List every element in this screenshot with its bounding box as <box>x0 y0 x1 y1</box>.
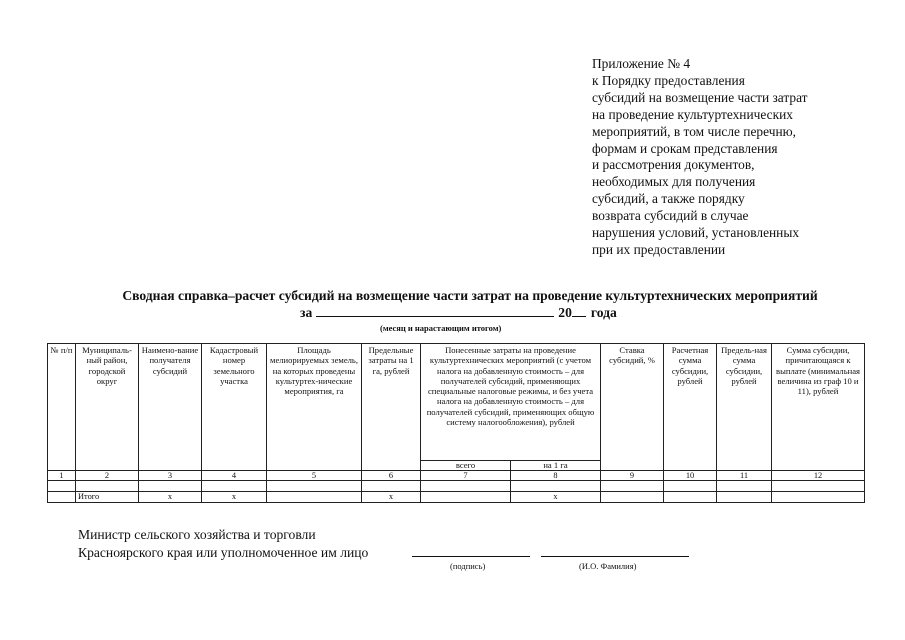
total-cell-per-ha: х <box>511 492 601 503</box>
name-line <box>541 556 689 557</box>
header-recipient: Наимено-вание получателя субсидий <box>139 344 202 471</box>
signature-block <box>78 526 368 562</box>
column-number: 11 <box>717 471 772 481</box>
table-cell <box>601 492 664 503</box>
header-calculated: Расчетная сумма субсидии, рублей <box>664 344 717 471</box>
column-number: 8 <box>511 471 601 481</box>
total-cell-cadastral: х <box>202 492 267 503</box>
table-cell <box>664 481 717 492</box>
period-line <box>300 305 617 321</box>
table-cell <box>139 481 202 492</box>
table-cell <box>76 481 139 492</box>
appendix-line: мероприятий, в том числе перечню, <box>592 123 796 139</box>
table-cell <box>717 492 772 503</box>
total-cell-recipient: х <box>139 492 202 503</box>
column-number: 9 <box>601 471 664 481</box>
appendix-line: к Порядку предоставления <box>592 72 745 88</box>
appendix-line: субсидий, а также порядку <box>592 191 745 207</box>
appendix-line: Приложение № 4 <box>592 56 691 71</box>
table-cell <box>202 481 267 492</box>
empty-data-row <box>48 481 865 492</box>
header-cadastral: Кадастровый номер земельного участка <box>202 344 267 471</box>
column-number: 7 <box>421 471 511 481</box>
period-month-blank <box>316 306 554 317</box>
appendix-line: формам и срокам представления <box>592 140 778 156</box>
table-cell <box>48 481 76 492</box>
table-cell <box>601 481 664 492</box>
year-suffix: года <box>590 305 617 320</box>
header-num: № п/п <box>48 344 76 471</box>
appendix-line: необходимых для получения <box>592 174 756 190</box>
column-number: 5 <box>267 471 362 481</box>
month-hint: (месяц и нарастающим итогом) <box>380 323 502 333</box>
year-prefix: 20 <box>558 305 572 320</box>
total-row <box>48 492 865 503</box>
header-area: Площадь мелиорируемых земель, на которых проведены культуртех-нические мероприятия, га <box>267 344 362 471</box>
table-cell <box>362 481 421 492</box>
header-rate: Ставка субсидий, % <box>601 344 664 471</box>
table-cell <box>421 492 511 503</box>
table-cell <box>772 492 865 503</box>
appendix-line: и рассмотрения документов, <box>592 157 755 173</box>
year-blank <box>572 306 586 317</box>
column-number: 2 <box>76 471 139 481</box>
appendix-line: при их предоставлении <box>592 241 726 257</box>
header-row <box>48 344 865 461</box>
header-total: всего <box>421 460 511 470</box>
column-number: 6 <box>362 471 421 481</box>
appendix-line: нарушения условий, установленных <box>592 225 800 241</box>
header-payable: Сумма субсидии, причитающаяся к выплате (минимальная величина из граф 10 и 11), рублей <box>772 344 865 471</box>
table-cell <box>772 481 865 492</box>
column-number: 12 <box>772 471 865 481</box>
appendix-line: на проведение культуртехнических <box>592 106 793 122</box>
column-number: 10 <box>664 471 717 481</box>
table-cell <box>421 481 511 492</box>
header-limit-cost: Предельные затраты на 1 га, рублей <box>362 344 421 471</box>
header-district: Муниципаль-ный район, городской округ <box>76 344 139 471</box>
table-cell <box>511 481 601 492</box>
table-cell <box>664 492 717 503</box>
name-hint: (И.О. Фамилия) <box>579 561 637 571</box>
header-incurred-costs: Понесенные затраты на проведение культуртехнических мероприятий (с учетом налога на добавленную стоимость – для получателей субсидий, применяющих специальные налоговые режимы, и без учета налога на добавленную стоимость – для получателей субсидий, применяющих общую систему налогообложения), рублей <box>421 344 601 461</box>
table-cell <box>267 481 362 492</box>
appendix-line: субсидий на возмещение части затрат <box>592 89 808 105</box>
table-cell <box>717 481 772 492</box>
column-number: 4 <box>202 471 267 481</box>
header-per-ha: на 1 га <box>511 460 601 470</box>
subsidy-table <box>47 343 865 503</box>
total-label: Итого <box>76 492 139 503</box>
document-title: Сводная справка–расчет субсидий на возмещение части затрат на проведение культуртехнических мероприятий <box>122 288 818 303</box>
period-prefix: за <box>300 305 313 320</box>
column-numbers-row <box>48 471 865 481</box>
table-cell <box>267 492 362 503</box>
column-number: 1 <box>48 471 76 481</box>
signatory-title-line1: Министр сельского хозяйства и торговли <box>78 527 316 542</box>
appendix-line: возврата субсидий в случае <box>592 208 749 224</box>
appendix-block <box>592 56 882 259</box>
column-number: 3 <box>139 471 202 481</box>
header-limit-sum: Предель-ная сумма субсидии, рублей <box>717 344 772 471</box>
total-cell-limit-cost: х <box>362 492 421 503</box>
table-cell <box>48 492 76 503</box>
signature-hint: (подпись) <box>450 561 486 571</box>
signature-line <box>412 556 530 557</box>
signatory-title-line2: Красноярского края или уполномоченное им лицо <box>78 545 369 560</box>
